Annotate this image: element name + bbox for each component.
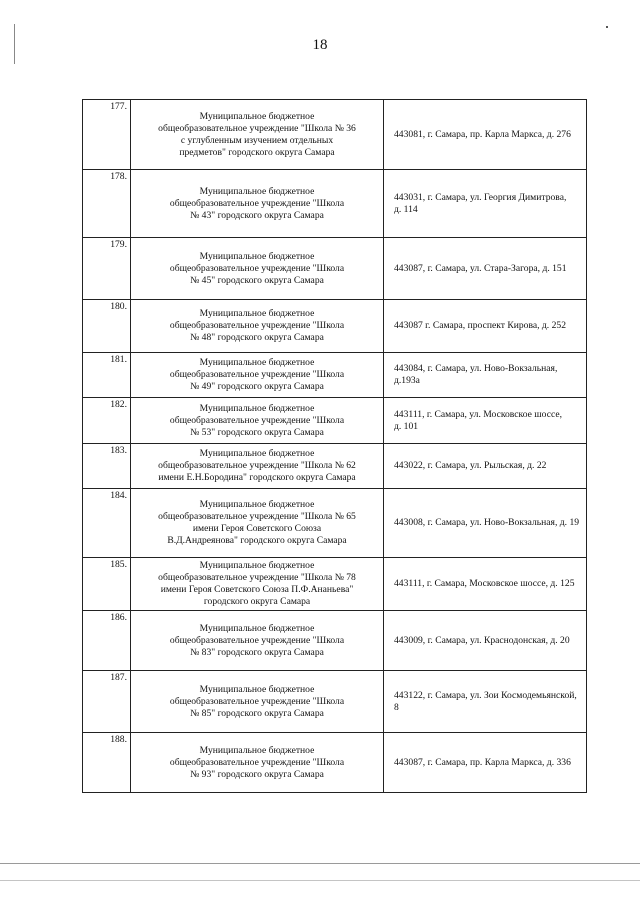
institution-address: 443022, г. Самара, ул. Рыльская, д. 22: [384, 444, 587, 489]
institution-name: Муниципальное бюджетное общеобразовательное учреждение "Школа № 83" городского округа Самара: [131, 611, 384, 671]
institution-name: Муниципальное бюджетное общеобразовательное учреждение "Школа № 49" городского округа Самара: [131, 353, 384, 398]
row-number: 188.: [83, 733, 131, 793]
table-row: [83, 611, 587, 671]
row-number: 178.: [83, 170, 131, 238]
institution-address: 443081, г. Самара, пр. Карла Маркса, д. 276: [384, 100, 587, 170]
institution-name: Муниципальное бюджетное общеобразовательное учреждение "Школа № 43" городского округа Самара: [131, 170, 384, 238]
row-number: 185.: [83, 558, 131, 611]
page-number: 18: [312, 37, 328, 53]
row-number: 177.: [83, 100, 131, 170]
row-number: 182.: [83, 398, 131, 444]
scan-bottom-line: [0, 880, 640, 881]
institution-address: 443008, г. Самара, ул. Ново-Вокзальная, д. 19: [384, 489, 587, 558]
institution-address: 443009, г. Самара, ул. Краснодонская, д. 20: [384, 611, 587, 671]
table-row: [83, 238, 587, 300]
institution-name: Муниципальное бюджетное общеобразовательное учреждение "Школа № 53" городского округа Самара: [131, 398, 384, 444]
table-row: [83, 353, 587, 398]
institution-name: Муниципальное бюджетное общеобразовательное учреждение "Школа № 85" городского округа Самара: [131, 671, 384, 733]
row-number: 184.: [83, 489, 131, 558]
institution-name: Муниципальное бюджетное общеобразовательное учреждение "Школа № 45" городского округа Самара: [131, 238, 384, 300]
institution-name: Муниципальное бюджетное общеобразовательное учреждение "Школа № 65 имени Героя Советского Союза В.Д.Андреянова" городского округа Самара: [131, 489, 384, 558]
schools-table: [82, 99, 587, 793]
table-row: [83, 398, 587, 444]
table-row: [83, 170, 587, 238]
table-row: [83, 671, 587, 733]
table-row: [83, 489, 587, 558]
row-number: 183.: [83, 444, 131, 489]
institution-address: 443122, г. Самара, ул. Зои Космодемьянской, 8: [384, 671, 587, 733]
row-number: 181.: [83, 353, 131, 398]
row-number: 179.: [83, 238, 131, 300]
institution-address: 443087, г. Самара, пр. Карла Маркса, д. 336: [384, 733, 587, 793]
institution-name: Муниципальное бюджетное общеобразовательное учреждение "Школа № 93" городского округа Самара: [131, 733, 384, 793]
institution-name: Муниципальное бюджетное общеобразовательное учреждение "Школа № 48" городского округа Самара: [131, 300, 384, 353]
row-number: 186.: [83, 611, 131, 671]
table-row: [83, 300, 587, 353]
institution-address: 443111, г. Самара, ул. Московское шоссе, д. 101: [384, 398, 587, 444]
table-row: [83, 100, 587, 170]
table-row: [83, 558, 587, 611]
table-row: [83, 733, 587, 793]
institution-name: Муниципальное бюджетное общеобразовательное учреждение "Школа № 78 имени Героя Советского Союза П.Ф.Ананьева" городского округа Самара: [131, 558, 384, 611]
institution-name: Муниципальное бюджетное общеобразовательное учреждение "Школа № 36 с углубленным изучением отдельных предметов" городского округа Самара: [131, 100, 384, 170]
scan-dust-mark: [606, 26, 608, 28]
institution-address: 443087 г. Самара, проспект Кирова, д. 252: [384, 300, 587, 353]
institution-address: 443084, г. Самара, ул. Ново-Вокзальная, д.193а: [384, 353, 587, 398]
institution-address: 443111, г. Самара, Московское шоссе, д. 125: [384, 558, 587, 611]
row-number: 187.: [83, 671, 131, 733]
table-row: [83, 444, 587, 489]
scan-bottom-line: [0, 863, 640, 864]
institution-address: 443087, г. Самара, ул. Стара-Загора, д. 151: [384, 238, 587, 300]
row-number: 180.: [83, 300, 131, 353]
institution-name: Муниципальное бюджетное общеобразовательное учреждение "Школа № 62 имени Е.Н.Бородина" городского округа Самара: [131, 444, 384, 489]
institution-address: 443031, г. Самара, ул. Георгия Димитрова, д. 114: [384, 170, 587, 238]
